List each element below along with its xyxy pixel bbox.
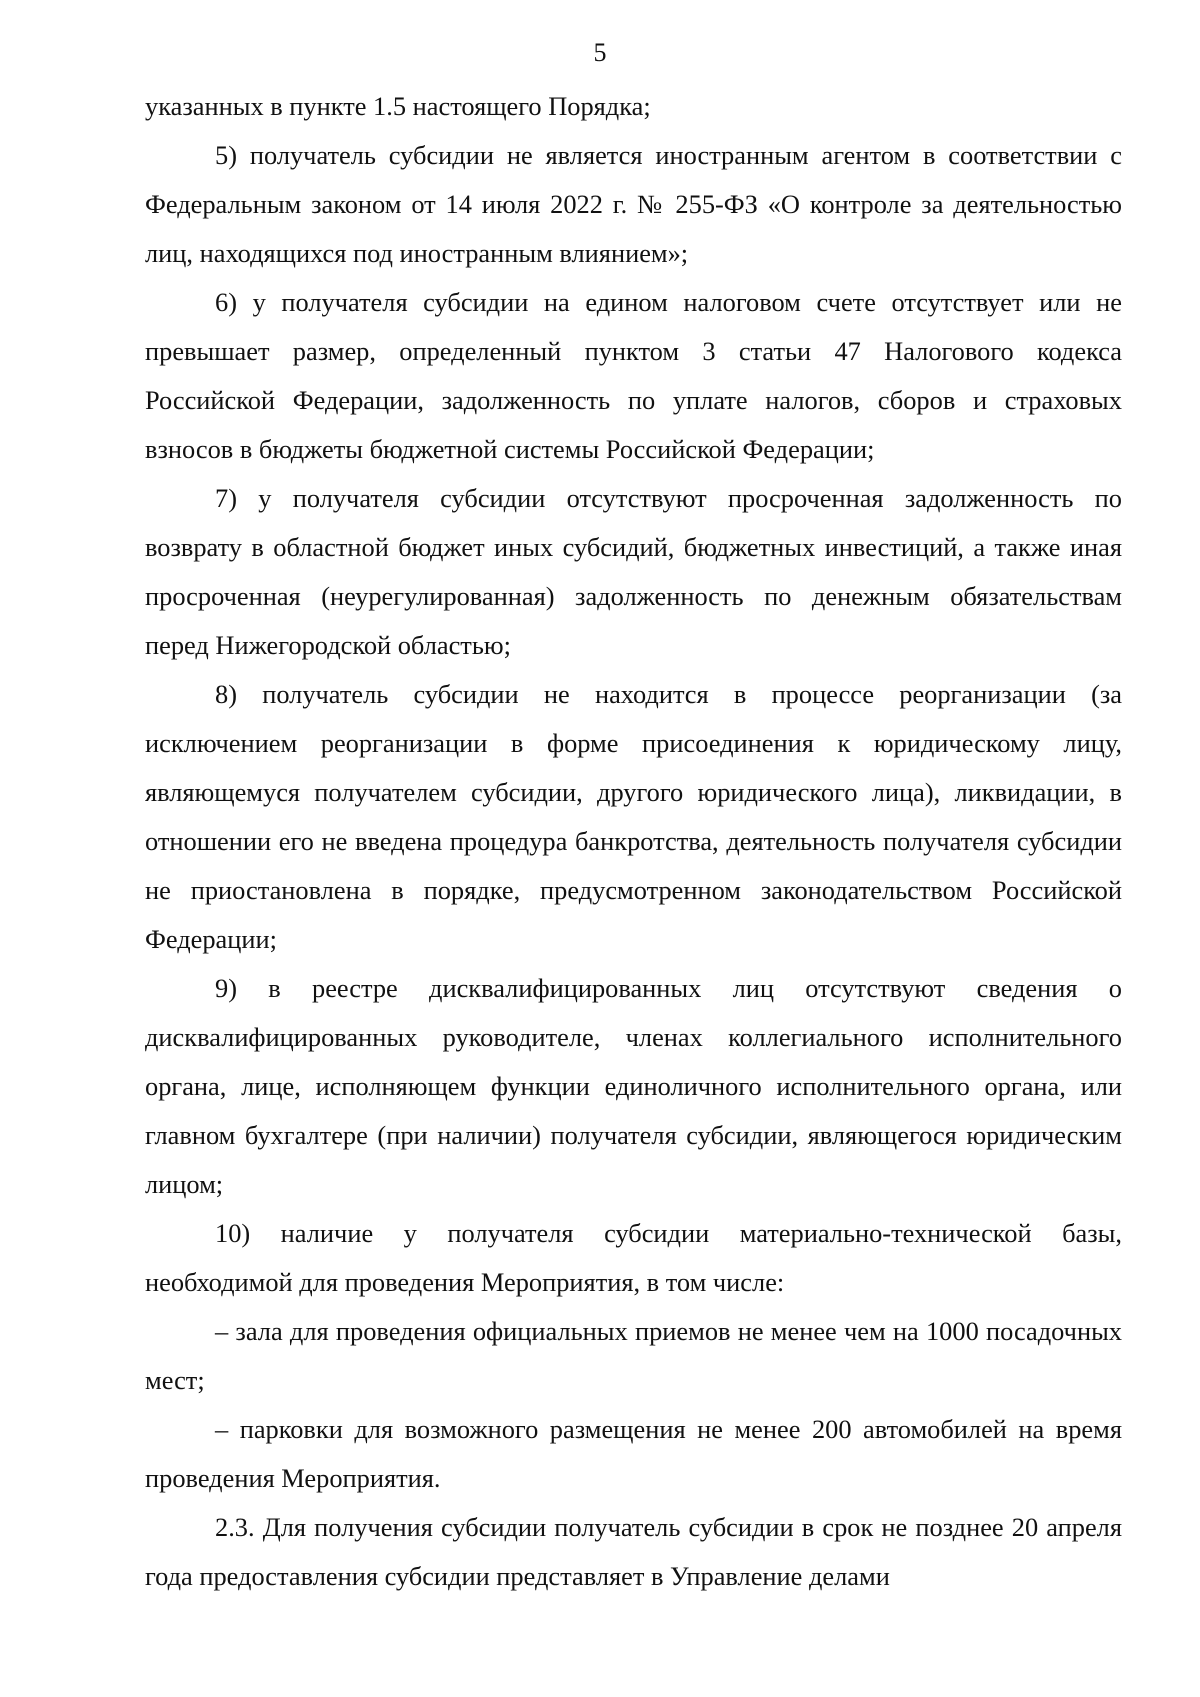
paragraph-item-7: 7) у получателя субсидии отсутствуют просроченная задолженность по возврату в областной бюджет иных субсидий, бюджетных инвестиций, а также иная просроченная (неурегулированная) задолженность по денежным обязательствам перед Нижегородской областью; (145, 483, 1122, 660)
page-number: 5 (593, 38, 607, 67)
paragraph-dash-parking: – парковки для возможного размещения не менее 200 автомобилей на время проведения Мероприятия. (145, 1414, 1122, 1493)
paragraph-item-9: 9) в реестре дисквалифицированных лиц отсутствуют сведения о дисквалифицированных руководителе, членах коллегиального исполнительного органа, лице, исполняющем функции единоличного исполнительного органа, или главном бухгалтере (при наличии) получателя субсидии, являющегося юридическим лицом; (145, 973, 1122, 1199)
paragraph-section-2-3: 2.3. Для получения субсидии получатель субсидии в срок не позднее 20 апреля года предоставления субсидии представляет в Управление делами (145, 1512, 1122, 1591)
paragraph-item-10: 10) наличие у получателя субсидии материально-технической базы, необходимой для проведения Мероприятия, в том числе: (145, 1218, 1122, 1297)
paragraph-item-5: 5) получатель субсидии не является иностранным агентом в соответствии с Федеральным законом от 14 июля 2022 г. № 255-ФЗ «О контроле за деятельностью лиц, находящихся под иностранным влиянием»; (145, 140, 1122, 268)
paragraph-item-8: 8) получатель субсидии не находится в процессе реорганизации (за исключением реорганизации в форме присоединения к юридическому лицу, являющемуся получателем субсидии, другого юридического лица), ликвидации, в отношении его не введена процедура банкротства, деятельность получателя субсидии не приостановлена в порядке, предусмотренном законодательством Российской Федерации; (145, 679, 1122, 954)
paragraph-dash-hall: – зала для проведения официальных приемов не менее чем на 1000 посадочных мест; (145, 1316, 1122, 1395)
document-body (145, 82, 1122, 1601)
paragraph-item-6: 6) у получателя субсидии на едином налоговом счете отсутствует или не превышает размер, определенный пунктом 3 статьи 47 Налогового кодекса Российской Федерации, задолженность по уплате налогов, сборов и страховых взносов в бюджеты бюджетной системы Российской Федерации; (145, 287, 1122, 464)
paragraph-continuation: указанных в пункте 1.5 настоящего Порядка; (145, 91, 651, 121)
